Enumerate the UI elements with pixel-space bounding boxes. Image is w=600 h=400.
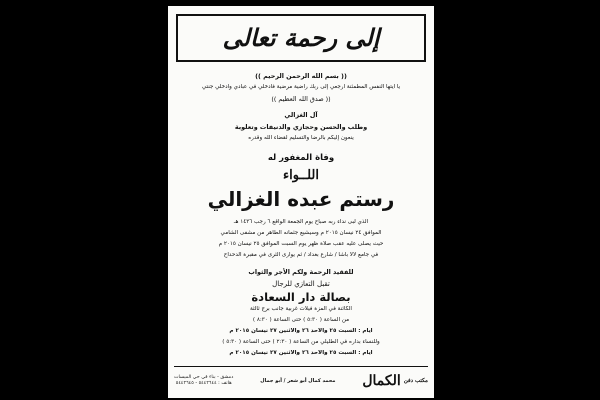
announcement-text: ينعون إليكم بالرضا والتسليم لقضاء الله وقدره [248, 135, 354, 141]
hall-prefix: تقبل التعازي للرجال [272, 280, 330, 288]
deceased-rank: اللــواء [283, 168, 319, 183]
quran-verse: يا أيتها النفس المطمئنة ارجعي إلى ربك راضية مرضية فادخلي في عبادي وادخلي جنتي [201, 84, 401, 90]
condolence-intro: للفقيد الرحمة ولكم الأجر والثواب [248, 268, 354, 276]
verse-closing: (( صدق الله العظيم )) [271, 95, 331, 103]
detail-line: الذي لبى نداء ربه صباح يوم الجمعة الواقع ٦ رجب ١٤٣٦ هـ [233, 219, 369, 225]
related-families: وطلب والحسن وحجازي والدنيفات وتعلوبة [234, 123, 368, 131]
women-days: أيام : السبت ٢٥ والأحد ٢٦ والاثنين ٢٧ نيسان ٢٠١٥ م [229, 350, 373, 356]
funeral-home-logo [362, 373, 428, 389]
men-days: أيام : السبت ٢٥ والأحد ٢٦ والاثنين ٢٧ نيسان ٢٠١٥ م [229, 328, 373, 334]
men-hours: من الساعة ( ٥:٣٠ ) حتى الساعة ( ٨:٣٠ ) [252, 317, 350, 323]
women-hours: وللنساء بداره في الطليلي من الساعة ( ٢:٣٠ ) حتى الساعة ( ٥:٣٠ ) [222, 339, 380, 345]
deceased-intro: وفاة المغفور له [267, 153, 335, 163]
contact-address: دمشق - بناء في حي الميسات [174, 374, 234, 380]
header-title: إلى رحمة تعالى [222, 23, 380, 52]
footer [174, 366, 428, 392]
deceased-name: رستم عبده الغزالي [207, 187, 395, 211]
hall-name: بصالة دار السعادة [251, 290, 351, 304]
detail-line: في جامع لالا باشا / شارع بغداد / ثم يوارى الثرى في مقبرة الدحداح [223, 252, 379, 258]
basmala: (( بسم الله الرحمن الرحيم )) [255, 72, 347, 80]
brand-subtitle: مكتب دفن [403, 377, 428, 384]
hall-location: الكائنة في المزة فيلات غربية جانب برج ثالثة [250, 306, 352, 312]
contact-phone: هاتف : ٥٤٤٢٦٤٤ - ٥٤٤٢٦٤٥ [175, 381, 232, 386]
brand-name: الكمال [362, 373, 401, 389]
title-frame [176, 14, 426, 62]
family-name: آل الغزالي [284, 111, 318, 119]
detail-line: حيث يصلى عليه عقب صلاة ظهر يوم السبت الموافق ٢٥ نيسان ٢٠١٥ م [218, 241, 384, 247]
obituary-paper [168, 6, 434, 398]
contact-info [174, 375, 233, 388]
detail-line: الموافق ٢٤ نيسان ٢٠١٥ م وسيشيع جثمانه الطاهر من مشفى الشامي [220, 230, 382, 236]
director-names: محمد كمال أبو شعر / أبو جمال [260, 377, 336, 384]
